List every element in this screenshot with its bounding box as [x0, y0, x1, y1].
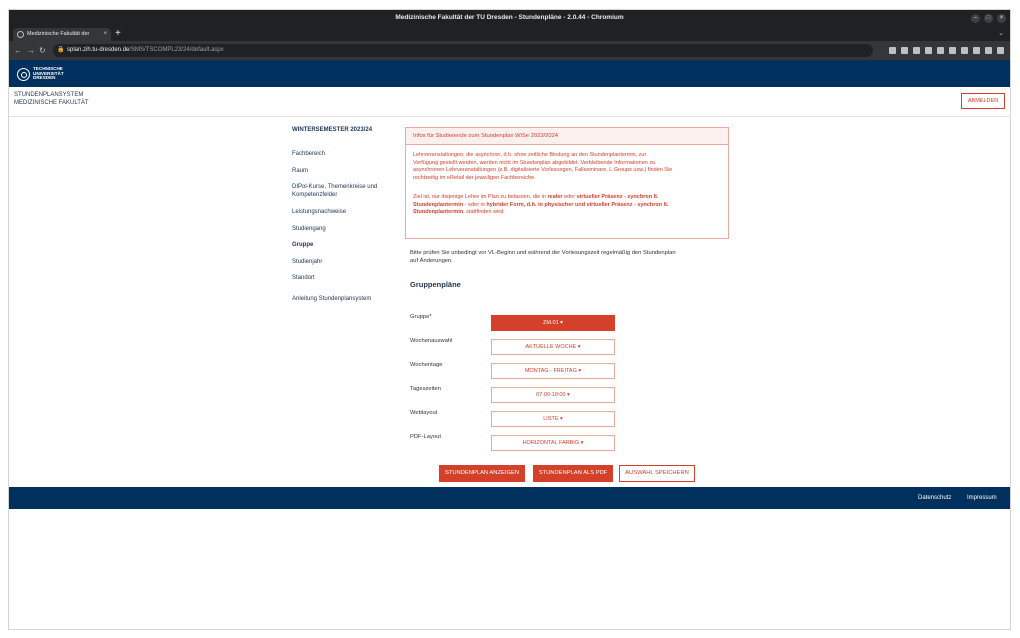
extension-icon[interactable]: [937, 47, 944, 54]
notice-text: [410, 250, 730, 265]
address-bar[interactable]: [53, 44, 873, 57]
browser-window: [8, 9, 1011, 630]
forward-icon[interactable]: →: [27, 46, 35, 55]
downloads-icon[interactable]: [961, 47, 968, 54]
app-title-line: MEDIZINISCHE FAKULTÄT: [14, 99, 89, 106]
site-header: [9, 60, 1010, 87]
extension-icon[interactable]: [925, 47, 932, 54]
sidebar-item-leistungsnachweise[interactable]: Leistungsnachweise: [292, 209, 347, 215]
browser-toolbar: [9, 41, 1010, 60]
lock-icon: 🔒: [57, 47, 65, 53]
logo-line: TECHNISCHE: [33, 65, 63, 71]
select-wochentage[interactable]: MONTAG - FREITAG ▾: [491, 363, 615, 379]
select-gruppe[interactable]: ZM.01 ▾: [491, 315, 615, 331]
show-timetable-button[interactable]: STUNDENPLAN ANZEIGEN: [439, 465, 525, 482]
info-line: rechtzeitig im eRetail der jeweiligen Fachbereiche.: [413, 174, 536, 181]
app-title-line: STUNDENPLANSYSTEM: [14, 92, 84, 98]
window-title: Medizinische Fakultät der TU Dresden - Stundenpläne - 2.0.44 - Chromium: [395, 14, 624, 21]
logout-button[interactable]: ABMELDEN: [961, 93, 1005, 109]
close-window-icon[interactable]: ×: [997, 14, 1006, 23]
info-bold: hybrider Form, d.h. in physischer und virtueller Präsenz - synchron lt.: [486, 201, 669, 208]
site-footer: [9, 487, 1010, 509]
label-gruppe: Gruppe*: [410, 314, 432, 320]
info-paragraph: [413, 194, 725, 217]
info-line: asynchronen Lehrveranstaltungen (z.B. digitalisierte Vorlesungen, Fallseminare, L.Groups usw.) finden Sie: [413, 167, 673, 173]
info-text: oder: [562, 194, 577, 200]
info-heading: Infos für Studierende zum Stundenplan WiSe 2023/2024: [406, 128, 728, 145]
logo-line: DRESDEN: [33, 75, 56, 81]
extension-icon[interactable]: [949, 47, 956, 54]
sidebar-item-label: Kompetenzfelder: [292, 191, 338, 198]
logo-text: [33, 67, 64, 81]
tab-title: Medizinische Fakultät der: [27, 31, 90, 37]
timetable-pdf-button[interactable]: STUNDENPLAN ALS PDF: [533, 465, 613, 482]
zoom-icon[interactable]: [889, 47, 896, 54]
label-tageszeiten: Tageszeiten: [410, 386, 441, 392]
minimize-icon[interactable]: –: [971, 14, 980, 23]
label-wochentage: Wochentage: [410, 362, 443, 368]
tab-strip: [9, 26, 1010, 41]
label-pdf-layout: PDF-Layout: [410, 434, 441, 440]
browser-tab[interactable]: [13, 28, 111, 41]
info-bold: realer: [547, 194, 563, 200]
menu-icon[interactable]: [997, 47, 1004, 54]
info-bold: Stundenplantermin: [413, 209, 464, 215]
window-controls: [971, 10, 1006, 26]
save-selection-button[interactable]: AUSWAHL SPEICHERN: [619, 465, 695, 482]
sidepanel-icon[interactable]: [973, 47, 980, 54]
info-paragraph: [413, 152, 725, 182]
url-host: splan.zih.tu-dresden.de: [67, 47, 130, 53]
notice-line: auf Änderungen.: [410, 257, 453, 264]
sidebar-item-standort[interactable]: Standort: [292, 275, 315, 281]
select-pdf-layout[interactable]: HORIZONTAL FARBIG ▾: [491, 435, 615, 451]
extension-icons: [889, 41, 1004, 60]
back-icon[interactable]: ←: [14, 46, 22, 55]
info-bold: Stundenplantermin: [413, 201, 464, 208]
notice-line: Bitte prüfen Sie unbedingt vor VL-Beginn und während der Vorlesungszeit regelmäßig den Stundenplan: [410, 250, 676, 256]
sidebar-item-raum[interactable]: Raum: [292, 168, 309, 174]
new-tab-icon[interactable]: +: [115, 28, 121, 39]
section-title: Gruppenpläne: [410, 280, 461, 289]
reload-icon[interactable]: ↻: [39, 46, 46, 55]
info-text: Ziel ist, nur diejenige Lehre im Plan zu belassen, die in: [413, 194, 548, 200]
sidebar-item-fachbereich[interactable]: Fachbereich: [292, 151, 326, 157]
globe-icon: [17, 31, 24, 38]
sidebar-item-studiengang[interactable]: Studiengang: [292, 226, 326, 232]
privacy-link[interactable]: Datenschutz: [918, 495, 952, 501]
info-bold: virtueller Präsenz - synchron lt.: [576, 194, 659, 200]
select-wochenauswahl[interactable]: AKTUELLE WOCHE ▾: [491, 339, 615, 355]
sidebar-item-gruppe[interactable]: Gruppe: [292, 242, 314, 248]
close-tab-icon[interactable]: ×: [103, 31, 107, 37]
sidebar-item-dipol-kurse[interactable]: [292, 184, 398, 199]
sidebar-item-anleitung[interactable]: Anleitung Stundenplansystem: [292, 296, 372, 302]
info-line: Verfügung gestellt werden, werden nicht im Stundenplan abgebildet. Verbleibende Informationen zu: [413, 159, 656, 166]
share-icon[interactable]: [901, 47, 908, 54]
logo-line: UNIVERSITÄT: [33, 70, 64, 76]
label-wochenauswahl: Wochenauswahl: [410, 338, 453, 344]
info-line: Lehrveranstaltungen, die asynchron, d.h. ohne zeitliche Bindung an den Stundenplantermin, zur: [413, 152, 647, 158]
tud-logo[interactable]: [17, 65, 64, 83]
sidebar-item-label: DIPol-Kurse, Themenkreise und: [292, 184, 378, 190]
sidebar: [292, 127, 398, 302]
select-weblayout[interactable]: LISTE ▾: [491, 411, 615, 427]
app-title: [14, 92, 89, 107]
label-weblayout: Weblayout: [410, 410, 438, 416]
app-header: [9, 87, 1010, 117]
imprint-link[interactable]: Impressum: [967, 495, 997, 501]
sidebar-item-studienjahr[interactable]: Studienjahr: [292, 259, 323, 265]
info-text: , stattfinden wird.: [463, 209, 505, 215]
info-text: - oder in: [463, 201, 487, 208]
info-box: [405, 127, 729, 239]
bookmark-star-icon[interactable]: [913, 47, 920, 54]
maximize-icon[interactable]: □: [984, 14, 993, 23]
tud-seal-icon: [17, 68, 30, 81]
window-title-bar: [9, 10, 1010, 26]
tab-search-icon[interactable]: ⌄: [998, 30, 1004, 37]
url-path: /SMS/TSCOMPL23/24/default.aspx: [129, 47, 224, 53]
select-tageszeiten[interactable]: 07:00-18:00 ▾: [491, 387, 615, 403]
profile-icon[interactable]: [985, 47, 992, 54]
semester-title: WINTERSEMESTER 2023/24: [292, 127, 373, 133]
